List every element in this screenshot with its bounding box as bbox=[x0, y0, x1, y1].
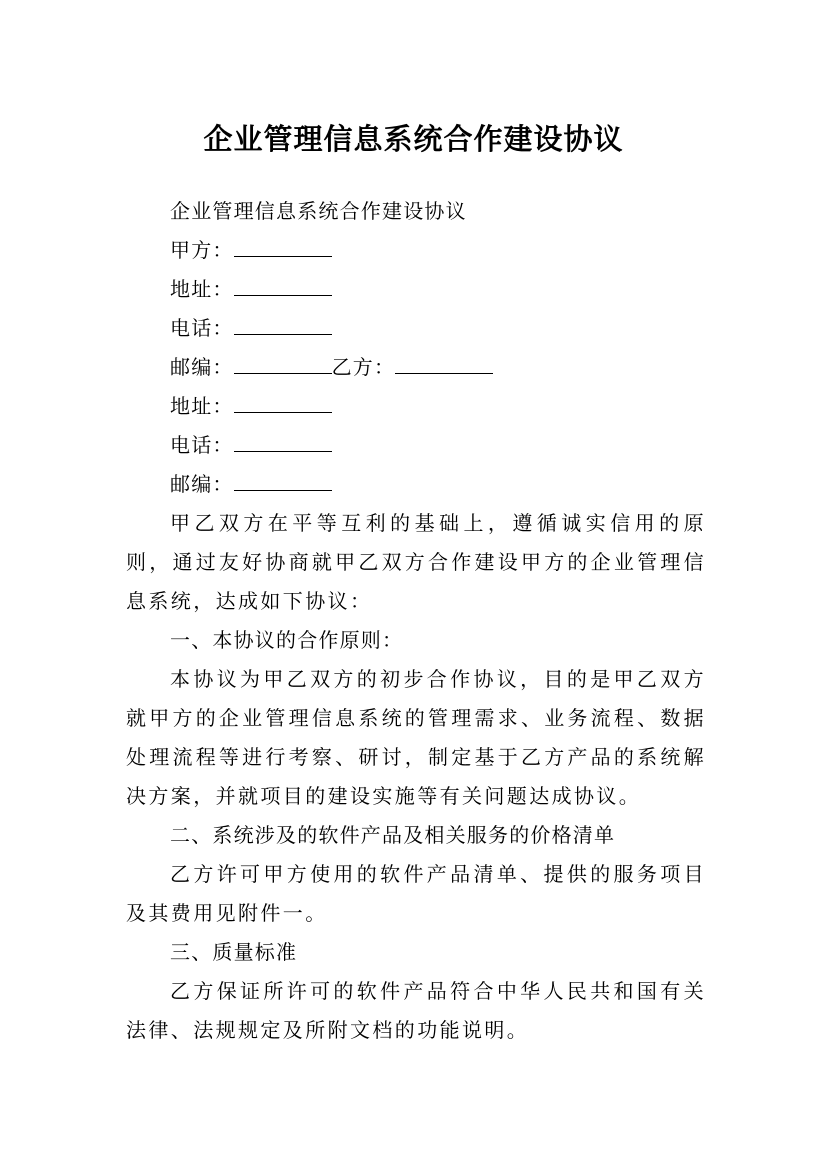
party-a-blank bbox=[234, 236, 332, 257]
party-a-label: 甲方： bbox=[170, 238, 234, 262]
party-a-line bbox=[126, 231, 706, 270]
party-b-postcode-blank bbox=[234, 470, 332, 491]
section-2-heading: 二、系统涉及的软件产品及相关服务的价格清单 bbox=[170, 823, 616, 847]
party-b-address-label: 地址： bbox=[170, 394, 234, 418]
section-1-body: 本协议为甲乙双方的初步合作协议，目的是甲乙双方就甲方的企业管理信息系统的管理需求、业务流程、数据处理流程等进行考察、研讨，制定基于乙方产品的系统解决方案，并就项目的建设实施等有关问题达成协议。 bbox=[126, 667, 706, 808]
party-a-postcode-and-party-b-line bbox=[126, 348, 706, 387]
agreement-subtitle: 企业管理信息系统合作建设协议 bbox=[170, 199, 467, 223]
party-b-postcode-line bbox=[126, 465, 706, 504]
party-a-address-label: 地址： bbox=[170, 277, 234, 301]
document-body bbox=[126, 192, 706, 1050]
party-b-label: 乙方： bbox=[331, 355, 396, 379]
document-title: 企业管理信息系统合作建设协议 bbox=[203, 122, 624, 157]
party-b-phone-line bbox=[126, 426, 706, 465]
party-b-blank bbox=[395, 353, 493, 374]
section-3-heading: 三、质量标准 bbox=[170, 940, 298, 964]
party-b-postcode-label: 邮编： bbox=[170, 472, 234, 496]
section-3-body: 乙方保证所许可的软件产品符合中华人民共和国有关法律、法规规定及所附文档的功能说明。 bbox=[126, 979, 706, 1042]
intro-paragraph: 甲乙双方在平等互利的基础上，遵循诚实信用的原则，通过友好协商就甲乙双方合作建设甲方的企业管理信息系统，达成如下协议： bbox=[126, 511, 706, 613]
party-a-phone-label: 电话： bbox=[170, 316, 234, 340]
party-b-phone-label: 电话： bbox=[170, 433, 234, 457]
party-a-address-blank bbox=[234, 275, 332, 296]
section-1-heading: 一、本协议的合作原则： bbox=[170, 628, 404, 652]
party-a-postcode-label: 邮编： bbox=[170, 355, 234, 379]
party-a-postcode-blank bbox=[234, 353, 332, 374]
party-a-address-line bbox=[126, 270, 706, 309]
party-b-address-line bbox=[126, 387, 706, 426]
party-a-phone-line bbox=[126, 309, 706, 348]
section-2-body: 乙方许可甲方使用的软件产品清单、提供的服务项目及其费用见附件一。 bbox=[126, 862, 706, 925]
party-b-phone-blank bbox=[234, 431, 332, 452]
party-b-address-blank bbox=[234, 392, 332, 413]
party-a-phone-blank bbox=[234, 314, 332, 335]
